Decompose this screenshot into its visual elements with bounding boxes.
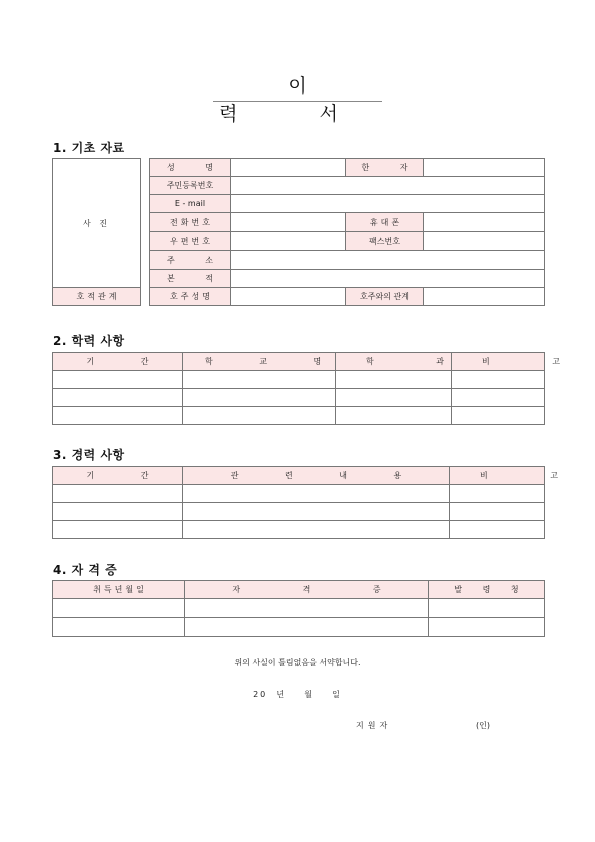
table-row [53,371,545,389]
table-cell[interactable] [450,521,545,539]
seal-mark: (인) [476,721,490,730]
origin-label: 본 적 [150,270,231,288]
address-label: 주 소 [150,251,231,270]
table-row [53,407,545,425]
license-table [52,580,545,637]
table-cell[interactable] [185,599,429,618]
table-cell[interactable] [336,389,452,407]
table-cell[interactable] [450,503,545,521]
table-cell[interactable] [429,618,545,637]
applicant-label: 지원자 [356,721,392,730]
relation-to-head-field[interactable] [424,288,545,306]
table-cell[interactable] [53,503,183,521]
family-relation-label: 호적관계 [53,288,141,306]
resident-number-field[interactable] [231,177,545,195]
postal-code-field[interactable] [231,232,346,251]
education-header-major: 학 과 [336,353,452,371]
name-field[interactable] [231,159,346,177]
education-table [52,352,590,425]
table-row [53,389,545,407]
fax-field[interactable] [424,232,545,251]
table-cell[interactable] [53,521,183,539]
table-row [53,503,545,521]
education-header-period: 기 간 [53,353,183,371]
resident-number-label: 주민등록번호 [150,177,231,195]
page-title: 이 력 서 [219,75,376,125]
email-label: E - mail [150,195,231,213]
career-header-period: 기 간 [53,467,183,485]
mobile-field[interactable] [424,213,545,232]
table-cell[interactable] [452,407,545,425]
career-header-content: 관 련 내 용 [183,467,450,485]
career-table [52,466,588,539]
table-cell[interactable] [185,618,429,637]
table-cell[interactable] [452,371,545,389]
education-header-note: 비 고 [452,353,545,371]
table-row [53,599,545,618]
section-basic-title: 1. 기초 자료 [53,141,125,155]
table-row [53,618,545,637]
section-education-title: 2. 학력 사항 [53,334,125,348]
mobile-label: 휴대폰 [346,213,424,232]
table-cell[interactable] [450,485,545,503]
section-career-title: 3. 경력 사항 [53,448,125,462]
table-cell[interactable] [429,599,545,618]
table-cell[interactable] [336,371,452,389]
education-header-school: 학 교 명 [183,353,336,371]
title-underline [213,101,382,102]
table-cell[interactable] [183,503,450,521]
table-cell[interactable] [183,407,336,425]
table-row [53,485,545,503]
phone-label: 전화번호 [150,213,231,232]
phone-field[interactable] [231,213,346,232]
basic-info-table [52,158,545,306]
table-cell[interactable] [183,389,336,407]
name-label: 성 명 [150,159,231,177]
table-cell[interactable] [183,485,450,503]
origin-field[interactable] [231,270,545,288]
photo-box[interactable] [53,159,141,288]
table-row [53,521,545,539]
license-header-date: 취득년월일 [53,581,185,599]
table-cell[interactable] [53,407,183,425]
postal-code-label: 우편번호 [150,232,231,251]
table-cell[interactable] [53,485,183,503]
photo-label: 사 진 [83,218,110,228]
household-head-label: 호주성명 [150,288,231,306]
table-cell[interactable] [53,371,183,389]
hanja-label: 한 자 [346,159,424,177]
table-cell[interactable] [53,599,185,618]
fax-label: 팩스번호 [346,232,424,251]
hanja-field[interactable] [424,159,545,177]
table-cell[interactable] [336,407,452,425]
career-header-note: 비 고 [450,467,545,485]
license-header-name: 자 격 증 [185,581,429,599]
license-header-issuer: 발 령 청 [429,581,545,599]
section-license-title: 4. 자 격 증 [53,563,118,577]
table-cell[interactable] [452,389,545,407]
address-field[interactable] [231,251,545,270]
email-field[interactable] [231,195,545,213]
relation-to-head-label: 호주와의 관계 [346,288,424,306]
table-cell[interactable] [53,389,183,407]
date-line: 20 년 월 일 [253,690,342,699]
table-cell[interactable] [183,371,336,389]
table-cell[interactable] [53,618,185,637]
household-head-field[interactable] [231,288,346,306]
table-cell[interactable] [183,521,450,539]
pledge-text: 위의 사실이 틀림없음을 서약합니다. [234,658,361,667]
